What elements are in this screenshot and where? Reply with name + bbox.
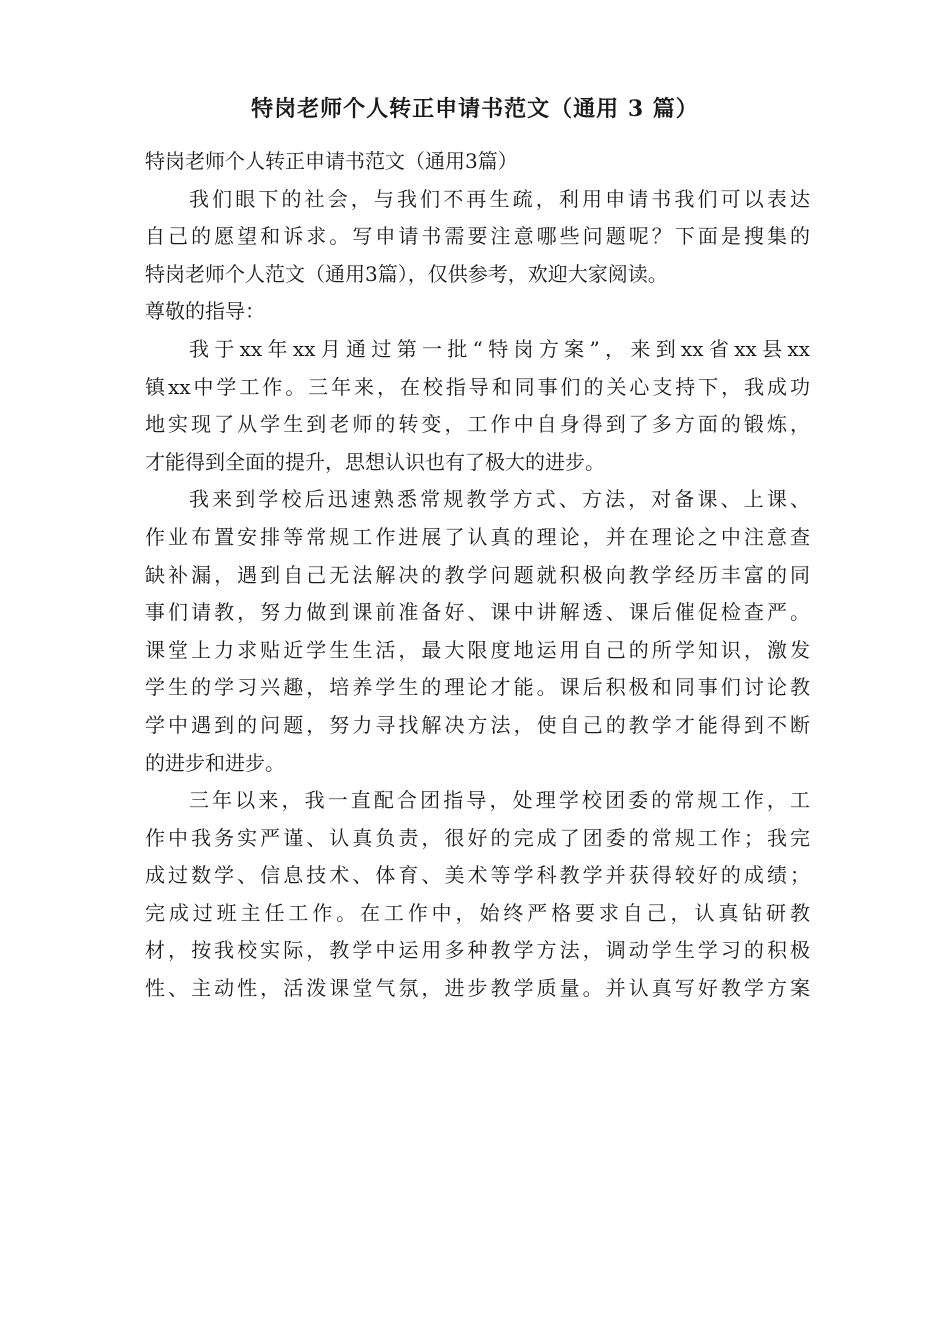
text-line: 尊敬的指导： (145, 299, 265, 324)
text-line: 才能得到全面的提升，思想认识也有了极大的进步。 (145, 449, 605, 474)
text-line: 性、主动性，活泼课堂气氛，进步教学质量。并认真写好教学方案 (145, 976, 810, 1001)
text-line: 学生的学习兴趣，培养学生的理论才能。课后积极和同事们讨论教 (145, 675, 810, 700)
document-title: 特岗老师个人转正申请书范文（通用 3 篇） (251, 96, 699, 122)
text-line: 我于xx年xx月通过第一批“特岗方案”，来到xx省xx县xx (189, 336, 810, 361)
text-line: 作业布置安排等常规工作进展了认真的理论，并在理论之中注意查 (145, 524, 810, 549)
text-line: 地实现了从学生到老师的转变，工作中自身得到了多方面的锻炼， (145, 412, 810, 437)
text-line: 我来到学校后迅速熟悉常规教学方式、方法，对备课、上课、 (189, 487, 810, 512)
text-line: 学中遇到的问题，努力寻找解决方法，使自己的教学才能得到不断 (145, 712, 810, 737)
text-line: 的进步和进步。 (145, 750, 285, 775)
text-line: 完成过班主任工作。在工作中，始终严格要求自己，认真钻研教 (145, 900, 810, 925)
text-line: 材，按我校实际，教学中运用多种教学方法，调动学生学习的积极 (145, 938, 810, 963)
text-line: 作中我务实严谨、认真负责，很好的完成了团委的常规工作；我完 (145, 825, 810, 850)
text-line: 特岗老师个人范文（通用3篇），仅供参考，欢迎大家阅读。 (145, 261, 668, 286)
text-line: 成过数学、信息技术、体育、美术等学科教学并获得较好的成绩； (145, 863, 810, 888)
document-body (145, 143, 810, 1008)
text-line: 事们请教，努力做到课前准备好、课中讲解透、课后催促检查严。 (145, 600, 810, 625)
text-line: 三年以来，我一直配合团指导，处理学校团委的常规工作，工 (189, 788, 810, 813)
text-line: 课堂上力求贴近学生生活，最大限度地运用自己的所学知识，激发 (145, 637, 810, 662)
text-line: 镇xx中学工作。三年来，在校指导和同事们的关心支持下，我成功 (145, 374, 810, 399)
text-line: 我们眼下的社会，与我们不再生疏，利用申请书我们可以表达 (189, 186, 810, 211)
text-line: 缺补漏，遇到自己无法解决的教学问题就积极向教学经历丰富的同 (145, 562, 810, 587)
text-line: 特岗老师个人转正申请书范文（通用3篇） (145, 149, 518, 173)
text-line: 自己的愿望和诉求。写申请书需要注意哪些问题呢？下面是搜集的 (145, 224, 810, 249)
